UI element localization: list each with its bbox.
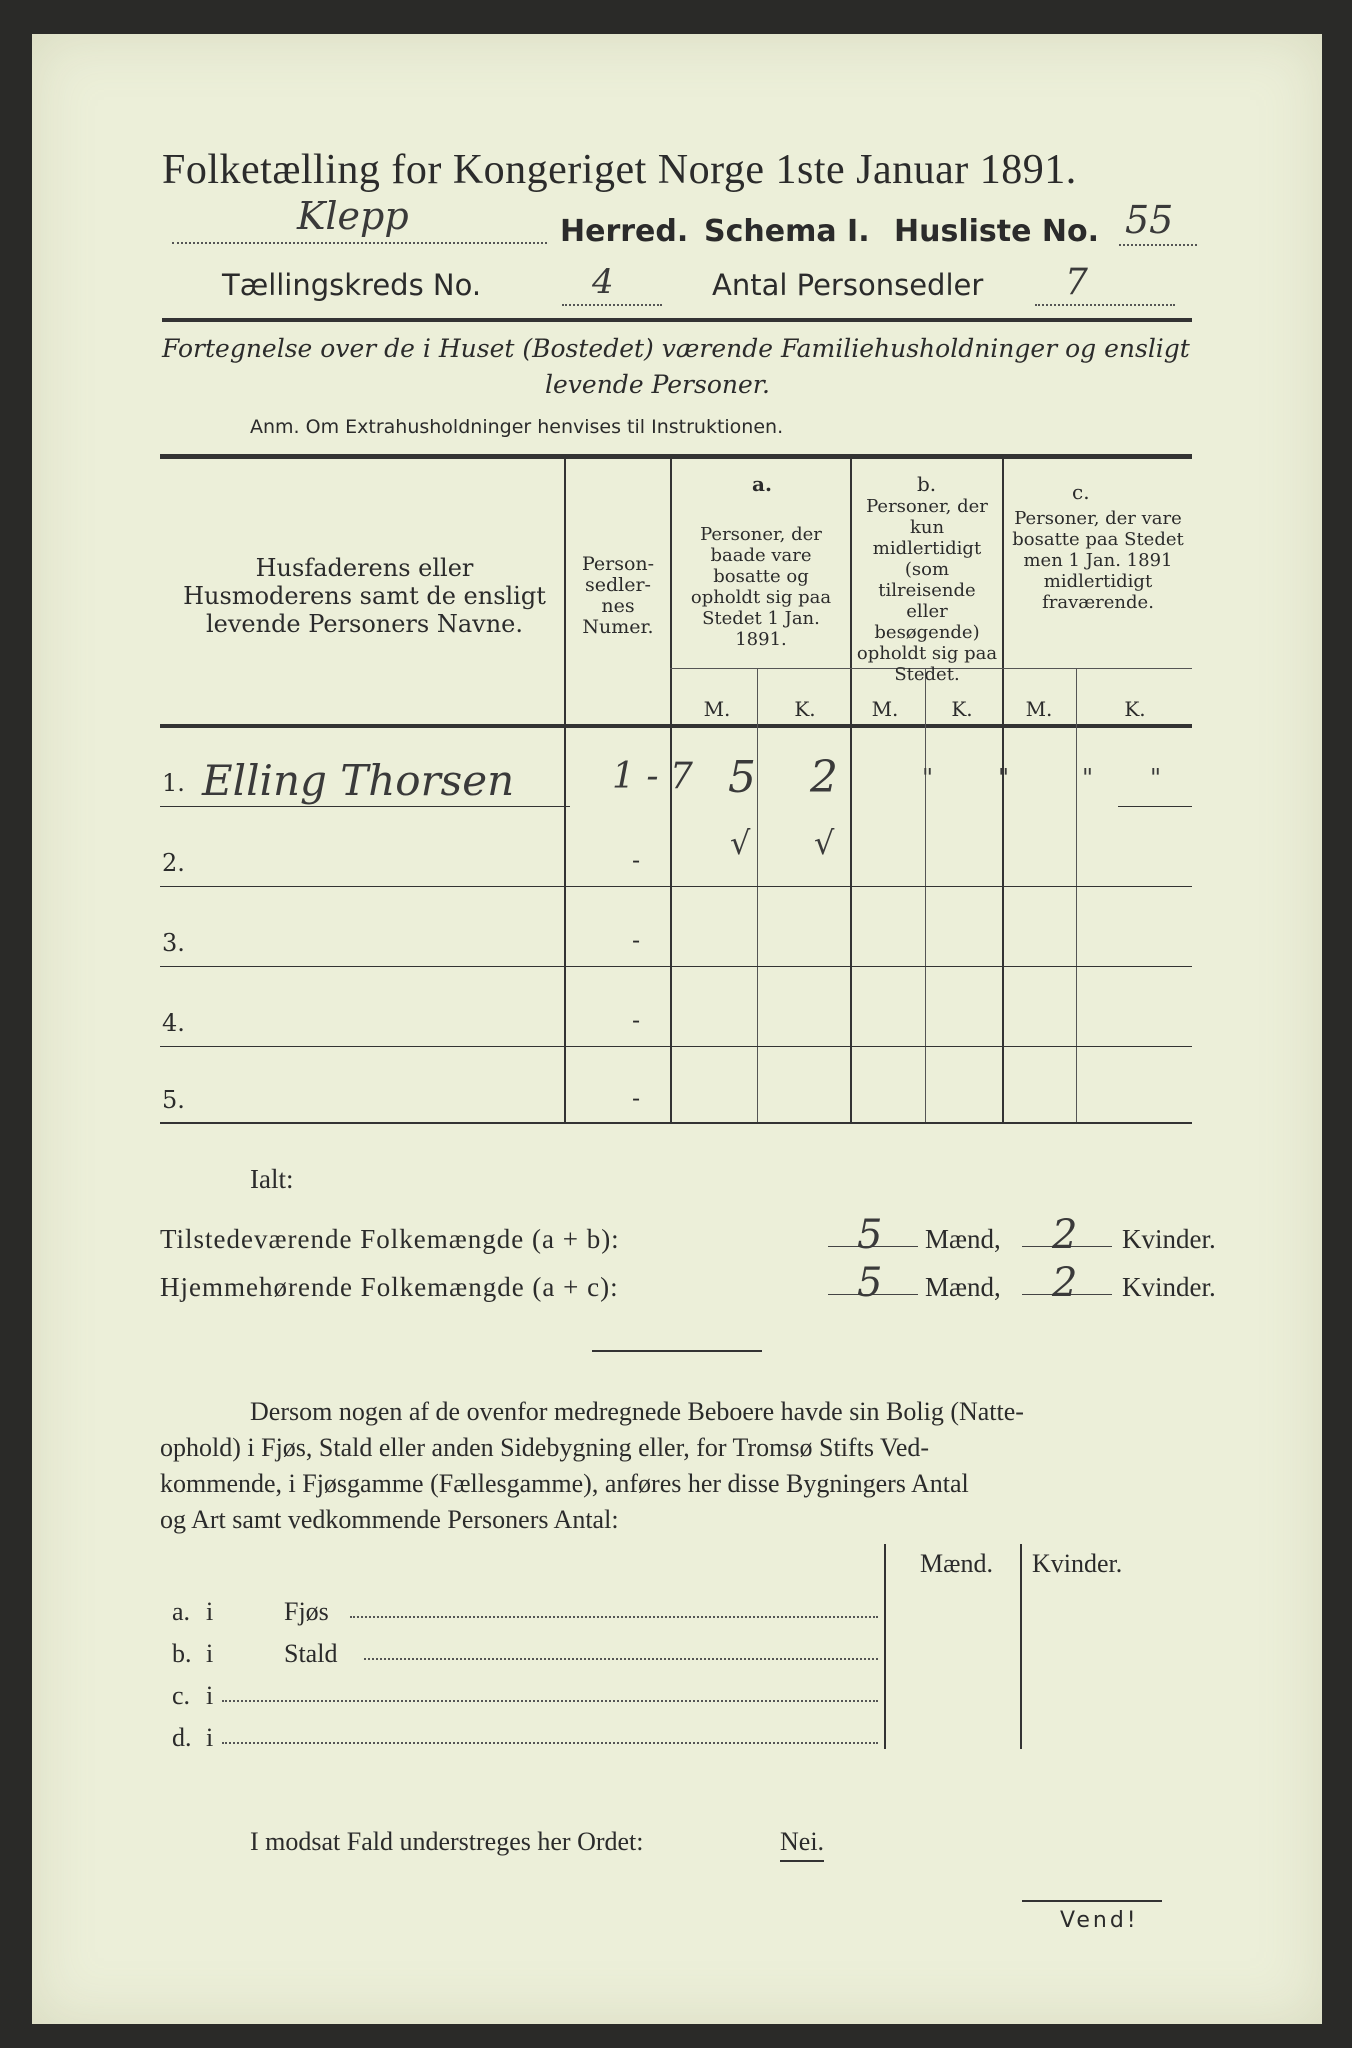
item-i: i bbox=[206, 1723, 214, 1752]
herred-field bbox=[172, 194, 547, 244]
col-header-numer: Person-sedler-nes Numer. bbox=[581, 553, 655, 638]
item-letter: c. bbox=[172, 1681, 191, 1710]
anm-note: Anm. Om Extrahusholdninger henvises til Instruktionen. bbox=[250, 416, 784, 438]
item-letter: b. bbox=[172, 1639, 192, 1668]
husliste-field bbox=[1119, 198, 1197, 246]
row-a-k: √ bbox=[814, 824, 835, 862]
row-number: 2. bbox=[162, 849, 185, 877]
col-rule-c-mk bbox=[1076, 669, 1077, 1122]
item-dotted bbox=[222, 1742, 878, 1744]
husliste-value: 55 bbox=[1125, 198, 1174, 242]
ialt-label: Ialt: bbox=[250, 1164, 294, 1194]
col-rule-3 bbox=[850, 459, 852, 1122]
header-rule bbox=[162, 318, 1192, 322]
row-numer: - bbox=[632, 846, 641, 874]
row-rule-1b bbox=[1118, 806, 1192, 807]
col-rule-a-mk bbox=[757, 669, 758, 1122]
item-i: i bbox=[206, 1639, 214, 1668]
c-m-label: M. bbox=[1025, 697, 1053, 721]
col-header-c: Personer, der vare bosatte paa Stedet men 1 Jan. 1891 midlertidigt fraværende. bbox=[1012, 508, 1184, 613]
intro-line1: Fortegnelse over de i Huset (Bostedet) værende Familiehusholdninger og ensligt bbox=[162, 334, 1190, 363]
item-dotted bbox=[350, 1616, 878, 1618]
census-form-page bbox=[32, 34, 1322, 2024]
b-k-label: K. bbox=[951, 697, 973, 721]
para-line1: Dersom nogen af de ovenfor medregnede Beboere havde sin Bolig (Natte- bbox=[250, 1397, 1024, 1426]
col-a-letter: a. bbox=[752, 472, 772, 496]
item-i: i bbox=[206, 1597, 214, 1626]
schema-label: Schema I. bbox=[704, 214, 870, 249]
col-header-a: Personer, der baade vare bosatte og opholdt sig paa Stedet 1 Jan. 1891. bbox=[690, 524, 832, 650]
intro-line2: levende Personer. bbox=[545, 370, 770, 399]
antal-value: 7 bbox=[1065, 262, 1088, 303]
bottom-col-rule-1 bbox=[884, 1544, 886, 1749]
antal-label: Antal Personsedler bbox=[712, 268, 984, 302]
row-a-m: 5 bbox=[728, 752, 756, 803]
row-rule-2 bbox=[160, 886, 1192, 887]
row-rule-4 bbox=[160, 1046, 1192, 1047]
row-number: 4. bbox=[162, 1009, 185, 1037]
tilst-maend: Mænd, bbox=[925, 1224, 1001, 1254]
row-number: 5. bbox=[162, 1086, 185, 1114]
kreds-label: Tællingskreds No. bbox=[222, 268, 482, 302]
row-numer: - bbox=[632, 1006, 641, 1034]
para-line4: og Art samt vedkommende Personers Antal: bbox=[160, 1505, 619, 1534]
col-b-letter: b. bbox=[917, 472, 937, 496]
herred-value: Klepp bbox=[297, 194, 409, 238]
row-numer: - bbox=[632, 1084, 641, 1112]
vend-rule bbox=[1022, 1900, 1162, 1902]
para-line2: ophold) i Fjøs, Stald eller anden Sidebygning eller, for Tromsø Stifts Ved- bbox=[160, 1433, 930, 1462]
kreds-field bbox=[562, 262, 662, 306]
tilst-kvinder: Kvinder. bbox=[1122, 1224, 1216, 1254]
kreds-value: 4 bbox=[592, 262, 614, 302]
item-letter: a. bbox=[172, 1597, 191, 1626]
form-title: Folketælling for Kongeriget Norge 1ste Januar 1891. bbox=[162, 147, 1077, 193]
row-rule-1 bbox=[160, 806, 570, 807]
maend-col-header: Mænd. bbox=[920, 1549, 993, 1578]
bottom-col-rule-2 bbox=[1020, 1544, 1022, 1749]
col-header-b: Personer, der kun midlertidigt (som tilreisende eller besøgende) opholdt sig paa Stedet. bbox=[856, 496, 998, 685]
tilst-m: 5 bbox=[857, 1212, 883, 1258]
table-header-rule bbox=[160, 724, 1192, 728]
antal-field bbox=[1035, 262, 1175, 306]
row-numer: 1 - 7 bbox=[612, 756, 693, 797]
kvinder-col-header: Kvinder. bbox=[1032, 1549, 1123, 1578]
tilst-label: Tilstedeværende Folkemængde (a + b): bbox=[160, 1224, 620, 1254]
hjem-m: 5 bbox=[857, 1260, 883, 1306]
item-label: Fjøs bbox=[284, 1597, 329, 1626]
hjem-kvinder: Kvinder. bbox=[1122, 1272, 1216, 1302]
row-numer: - bbox=[632, 926, 641, 954]
table-bottom-rule bbox=[160, 1122, 1192, 1124]
col-header-names: Husfaderens eller Husmoderens samt de ensligt levende Personers Navne. bbox=[183, 554, 546, 638]
item-i: i bbox=[206, 1681, 214, 1710]
tilst-k: 2 bbox=[1052, 1212, 1078, 1258]
row-number: 1. bbox=[162, 769, 185, 797]
table-top-rule bbox=[160, 454, 1192, 459]
row-rule-3 bbox=[160, 966, 1192, 967]
item-label: Stald bbox=[284, 1639, 338, 1668]
row-a-m: √ bbox=[730, 824, 751, 862]
separator-rule bbox=[592, 1350, 762, 1352]
col-rule-b-mk bbox=[925, 669, 926, 1122]
row-a-k: 2 bbox=[810, 752, 838, 803]
col-rule-1 bbox=[564, 459, 566, 1122]
hjem-label: Hjemmehørende Folkemængde (a + c): bbox=[160, 1272, 619, 1302]
para-line3: kommende, i Fjøsgamme (Fællesgamme), anføres her disse Bygningers Antal bbox=[160, 1469, 969, 1498]
b-m-label: M. bbox=[871, 697, 899, 721]
vend-label: Vend! bbox=[1060, 1908, 1139, 1933]
item-letter: d. bbox=[172, 1723, 192, 1752]
modsat-text: I modsat Fald understreges her Ordet: bbox=[250, 1827, 644, 1856]
row-c-k: " bbox=[1150, 764, 1162, 792]
herred-label: Herred. bbox=[560, 214, 689, 249]
row-c-m: " bbox=[1082, 764, 1094, 792]
row-b-k: " bbox=[998, 764, 1010, 792]
row-name: Elling Thorsen bbox=[202, 756, 515, 805]
husliste-label: Husliste No. bbox=[894, 214, 1099, 249]
hjem-maend: Mænd, bbox=[925, 1272, 1001, 1302]
hjem-k: 2 bbox=[1052, 1260, 1078, 1306]
c-k-label: K. bbox=[1124, 697, 1146, 721]
col-c-letter: c. bbox=[1072, 480, 1090, 504]
a-m-label: M. bbox=[703, 697, 731, 721]
row-b-m: " bbox=[922, 764, 934, 792]
item-dotted bbox=[364, 1658, 878, 1660]
row-number: 3. bbox=[162, 929, 185, 957]
nei-word: Nei. bbox=[780, 1824, 824, 1862]
item-dotted bbox=[222, 1700, 878, 1702]
a-k-label: K. bbox=[794, 697, 816, 721]
